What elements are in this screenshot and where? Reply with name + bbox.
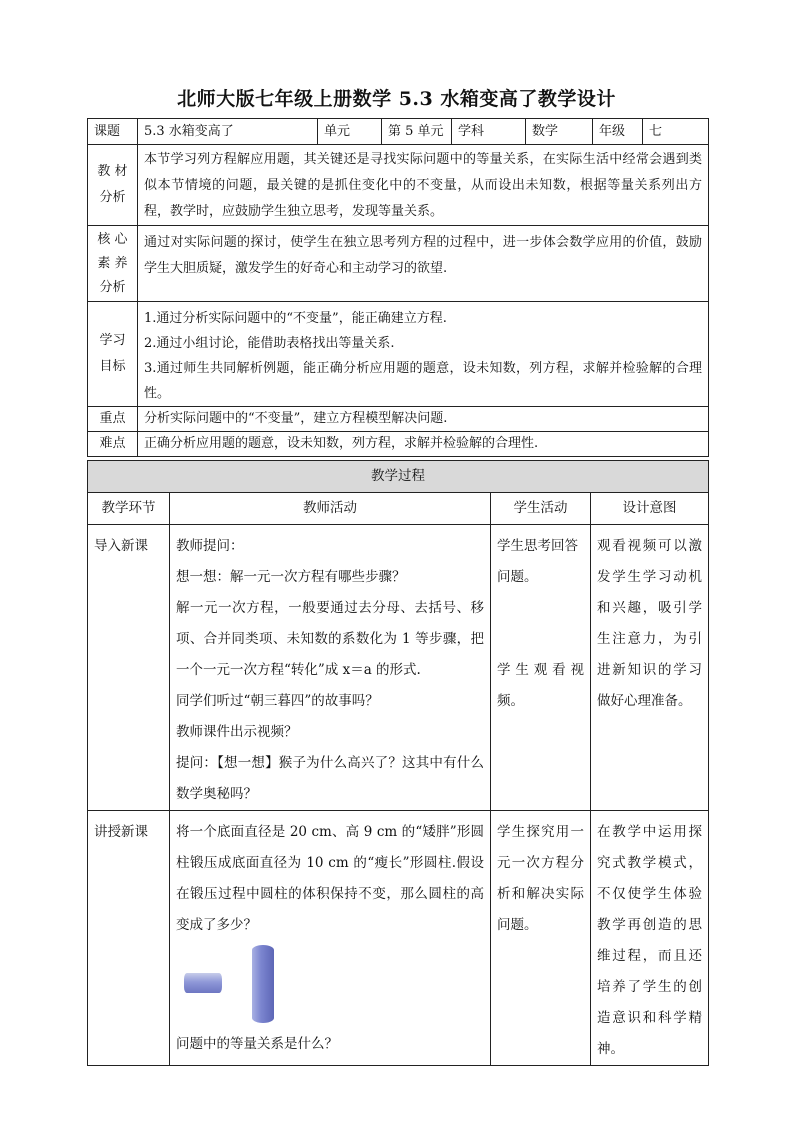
document-title: 北师大版七年级上册数学 5.3 水箱变高了教学设计 bbox=[177, 88, 616, 110]
teacher-line: 将一个底面直径是 20 cm、高 9 cm 的“矮胖”形圆柱锻压成底面直径为 10 cm 的“瘦长”形圆柱.假设在锻压过程中圆柱的体积保持不变，那么圆柱的高变成了多少？ bbox=[176, 824, 484, 933]
teacher-line: 同学们听过“朝三暮四”的故事吗？ bbox=[176, 693, 379, 709]
goal-item: 3.通过师生共同解析例题，能正确分析应用题的题意，设未知数，列方程，求解并检验解的合理性。 bbox=[144, 361, 702, 401]
table-row bbox=[88, 525, 709, 811]
stage-intro: 导入新课 bbox=[88, 525, 170, 811]
teacher-line: 想一想：解一元一次方程有哪些步骤？ bbox=[176, 569, 406, 585]
goal-item: 1.通过分析实际问题中的“不变量”，能正确建立方程. bbox=[144, 311, 447, 326]
unit-value: 第 5 单元 bbox=[382, 119, 452, 145]
teacher-line: 教师课件出示视频？ bbox=[176, 724, 298, 740]
column-header: 学生活动 bbox=[491, 493, 591, 525]
student-activity-new: 学生探究用一元一次方程分析和解决实际问题。 bbox=[491, 811, 591, 1066]
core-text: 通过对实际问题的探讨，使学生在独立思考列方程的过程中，进一步体会数学应用的价值，鼓励学生大胆质疑，激发学生的好奇心和主动学习的欲望. bbox=[138, 226, 709, 302]
column-header: 设计意图 bbox=[591, 493, 709, 525]
teaching-process-table bbox=[87, 460, 709, 1066]
design-intent-intro: 观看视频可以激发学生学习动机和兴趣，吸引学生注意力，为引进新知识的学习做好心理准备。 bbox=[591, 525, 709, 811]
column-header: 教师活动 bbox=[170, 493, 491, 525]
stage-new: 讲授新课 bbox=[88, 811, 170, 1066]
process-header: 教学过程 bbox=[88, 461, 709, 493]
difficulty-text: 正确分析应用题的题意，设未知数，列方程，求解并检验解的合理性. bbox=[138, 432, 709, 457]
teacher-activity-intro bbox=[170, 525, 491, 811]
difficulty-label: 难点 bbox=[88, 432, 138, 457]
student-activity-intro bbox=[491, 525, 591, 811]
goals-label: 学习 目标 bbox=[88, 302, 138, 407]
student-line: 学生思考回答问题。 bbox=[497, 538, 578, 585]
short-cylinder-image bbox=[184, 973, 222, 993]
table-row bbox=[88, 811, 709, 1066]
topic-value: 5.3 水箱变高了 bbox=[138, 119, 318, 145]
cylinder-figure bbox=[176, 945, 484, 1027]
key-label: 重点 bbox=[88, 407, 138, 432]
column-header: 教学环节 bbox=[88, 493, 170, 525]
tall-cylinder-image bbox=[252, 945, 274, 1023]
topic-label: 课题 bbox=[88, 119, 138, 145]
goals-list bbox=[138, 302, 709, 407]
grade-label: 年级 bbox=[593, 119, 643, 145]
grade-value: 七 bbox=[643, 119, 709, 145]
teacher-activity-new bbox=[170, 811, 491, 1066]
subject-label: 学科 bbox=[452, 119, 526, 145]
core-label: 核 心 素 养 分析 bbox=[88, 226, 138, 302]
design-intent-new: 在教学中运用探究式教学模式，不仅使学生体验教学再创造的思维过程，而且还培养了学生的创造意识和科学精神。 bbox=[591, 811, 709, 1066]
teacher-line: 解一元一次方程，一般要通过去分母、去括号、移项、合并同类项、未知数的系数化为 1 等步骤，把一个一元一次方程“转化”成 x＝a 的形式. bbox=[176, 600, 484, 678]
goal-item: 2.通过小组讨论，能借助表格找出等量关系. bbox=[144, 336, 395, 351]
analysis-text: 本节学习列方程解应用题，其关键还是寻找实际问题中的等量关系，在实际生活中经常会遇到类似本节情境的问题，最关键的是抓住变化中的不变量，从而设出未知数，根据等量关系列出方程，教学时，应鼓励学生独立思考，发现等量关系。 bbox=[138, 145, 709, 226]
unit-label: 单元 bbox=[318, 119, 382, 145]
teacher-line: 提问：【想一想】猴子为什么高兴了？这其中有什么数学奥秘吗？ bbox=[176, 755, 484, 802]
student-line: 学 生 观 看 视频。 bbox=[497, 662, 584, 709]
key-text: 分析实际问题中的“不变量”，建立方程模型解决问题. bbox=[138, 407, 709, 432]
teacher-line: 问题中的等量关系是什么？ bbox=[176, 1036, 338, 1052]
subject-value: 数学 bbox=[526, 119, 593, 145]
analysis-label: 教 材 分析 bbox=[88, 145, 138, 226]
lesson-info-table bbox=[87, 118, 709, 457]
teacher-line: 教师提问： bbox=[176, 538, 244, 554]
